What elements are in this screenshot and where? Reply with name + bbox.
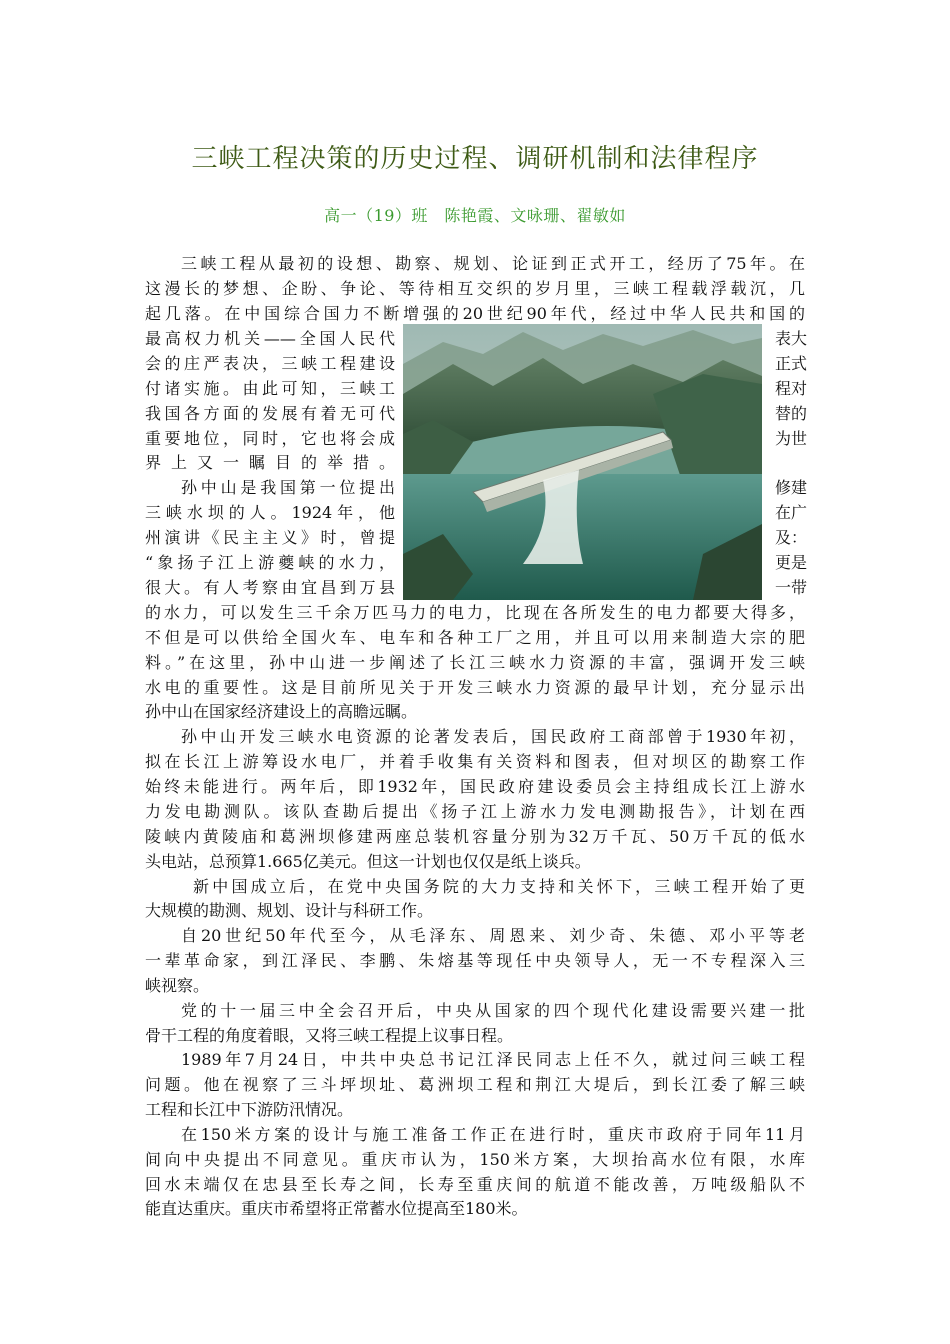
paragraph-line: 三峡工程从最初的设想、勘察、规划、论证到正式开工，经历了75年。在: [181, 254, 805, 273]
paragraph-line: 孙中山是我国第一位提出: [181, 478, 395, 497]
paragraph-line: 不但是可以供给全国火车、电车和各种工厂之用，并且可以用来制造大宗的肥: [145, 628, 805, 647]
paragraph-line-wrap: 及：: [774, 528, 807, 547]
paragraph-line: 这漫长的梦想、企盼、争论、等待相互交织的岁月里，三峡工程载浮载沉，几: [145, 279, 805, 298]
paragraph-line: 自20世纪50年代至今，从毛泽东、周恩来、刘少奇、朱德、邓小平等老: [181, 926, 805, 945]
paragraph-line: 重要地位，同时，它也将会成: [145, 429, 395, 448]
paragraph-line-wrap: 修建: [774, 478, 807, 497]
paragraph-line: 最高权力机关——全国人民代: [145, 329, 395, 348]
paragraph-line-wrap: 为世: [774, 429, 807, 448]
paragraph-line-wrap: 表大: [774, 329, 807, 348]
paragraph-line: 会的庄严表决，三峡工程建设: [145, 354, 395, 373]
paragraph-line: 新中国成立后，在党中央国务院的大力支持和关怀下，三峡工程开始了更: [193, 877, 805, 896]
dam-illustration: [403, 324, 762, 600]
dam-illustration-drawing: [403, 324, 762, 600]
paragraph-line: 我国各方面的发展有着无可代: [145, 404, 395, 423]
paragraph-line: 的水力，可以发生三千余万匹马力的电力，比现在各所发生的电力都要大得多，: [145, 603, 805, 622]
paragraph-line: 料。”在这里，孙中山进一步阐述了长江三峡水力资源的丰富，强调开发三峡: [145, 653, 805, 672]
paragraph-line: 1989年7月24日，中共中央总书记江泽民同志上任不久，就过问三峡工程: [181, 1050, 805, 1069]
paragraph-line: 骨干工程的角度着眼，又将三峡工程提上议事日程。: [145, 1026, 514, 1045]
paragraph-line: 付诸实施。由此可知，三峡工: [145, 379, 395, 398]
paragraph-line-wrap: 更是: [774, 553, 807, 572]
paragraph-line: 工程和长江中下游防汛情况。: [145, 1100, 354, 1119]
paragraph-line: 陵峡内黄陵庙和葛洲坝修建两座总装机容量分别为32万千瓦、50万千瓦的低水: [145, 827, 805, 846]
paragraph-line: 在150米方案的设计与施工准备工作正在进行时，重庆市政府于同年11月: [181, 1125, 805, 1144]
author-line: 高一（19）班 陈艳霞、文咏珊、翟敏如: [324, 206, 626, 225]
paragraph-line: 问题。他在视察了三斗坪坝址、葛洲坝工程和荆江大堤后，到长江委了解三峡: [145, 1075, 805, 1094]
paragraph-line: 间向中央提出不同意见。重庆市认为，150米方案，大坝抬高水位有限，水库: [145, 1150, 805, 1169]
paragraph-line: 一辈革命家，到江泽民、李鹏、朱熔基等现任中央领导人，无一不专程深入三: [145, 951, 805, 970]
paragraph-line: 州演讲《民主主义》时，曾提: [145, 528, 395, 547]
paragraph-line: 界上又一瞩目的举措。: [145, 453, 395, 472]
paragraph-line: 大规模的勘测、规划、设计与科研工作。: [145, 901, 434, 920]
paragraph-line: 起几落。在中国综合国力不断增强的20世纪90年代，经过中华人民共和国的: [145, 304, 805, 323]
paragraph-line-wrap: 正式: [774, 354, 807, 373]
page-title: 三峡工程决策的历史过程、调研机制和法律程序: [191, 144, 759, 174]
paragraph-line: 党的十一届三中全会召开后，中央从国家的四个现代化建设需要兴建一批: [181, 1001, 805, 1020]
paragraph-line: 头电站，总预算1.665亿美元。但这一计划也仅仅是纸上谈兵。: [145, 852, 591, 871]
paragraph-line: 能直达重庆。重庆市希望将正常蓄水位提高至180米。: [145, 1199, 528, 1218]
paragraph-line: 三峡水坝的人。1924年，他: [145, 503, 395, 522]
paragraph-line: 水电的重要性。这是目前所见关于开发三峡水力资源的最早计划，充分显示出: [145, 678, 805, 697]
paragraph-line-wrap: 程对: [774, 379, 807, 398]
paragraph-line-wrap: 替的: [774, 404, 807, 423]
paragraph-line: 力发电勘测队。该队查勘后提出《扬子江上游水力发电测勘报告》，计划在西: [145, 802, 805, 821]
paragraph-line: 孙中山在国家经济建设上的高瞻远瞩。: [145, 702, 418, 721]
paragraph-line: 峡视察。: [145, 976, 210, 995]
paragraph-line: 始终未能进行。两年后，即1932年，国民政府建设委员会主持组成长江上游水: [145, 777, 805, 796]
paragraph-line: “象扬子江上游夔峡的水力，: [145, 553, 395, 572]
paragraph-line-wrap: 一带: [774, 578, 807, 597]
paragraph-line-wrap: 在广: [774, 503, 807, 522]
paragraph-line: 回水末端仅在忠县至长寿之间，长寿至重庆间的航道不能改善，万吨级船队不: [145, 1175, 805, 1194]
paragraph-line: 拟在长江上游筹设水电厂，并着手收集有关资料和图表，但对坝区的勘察工作: [145, 752, 805, 771]
paragraph-line: 孙中山开发三峡水电资源的论著发表后，国民政府工商部曾于1930年初，: [181, 727, 805, 746]
paragraph-line: 很大。有人考察由宜昌到万县: [145, 578, 395, 597]
